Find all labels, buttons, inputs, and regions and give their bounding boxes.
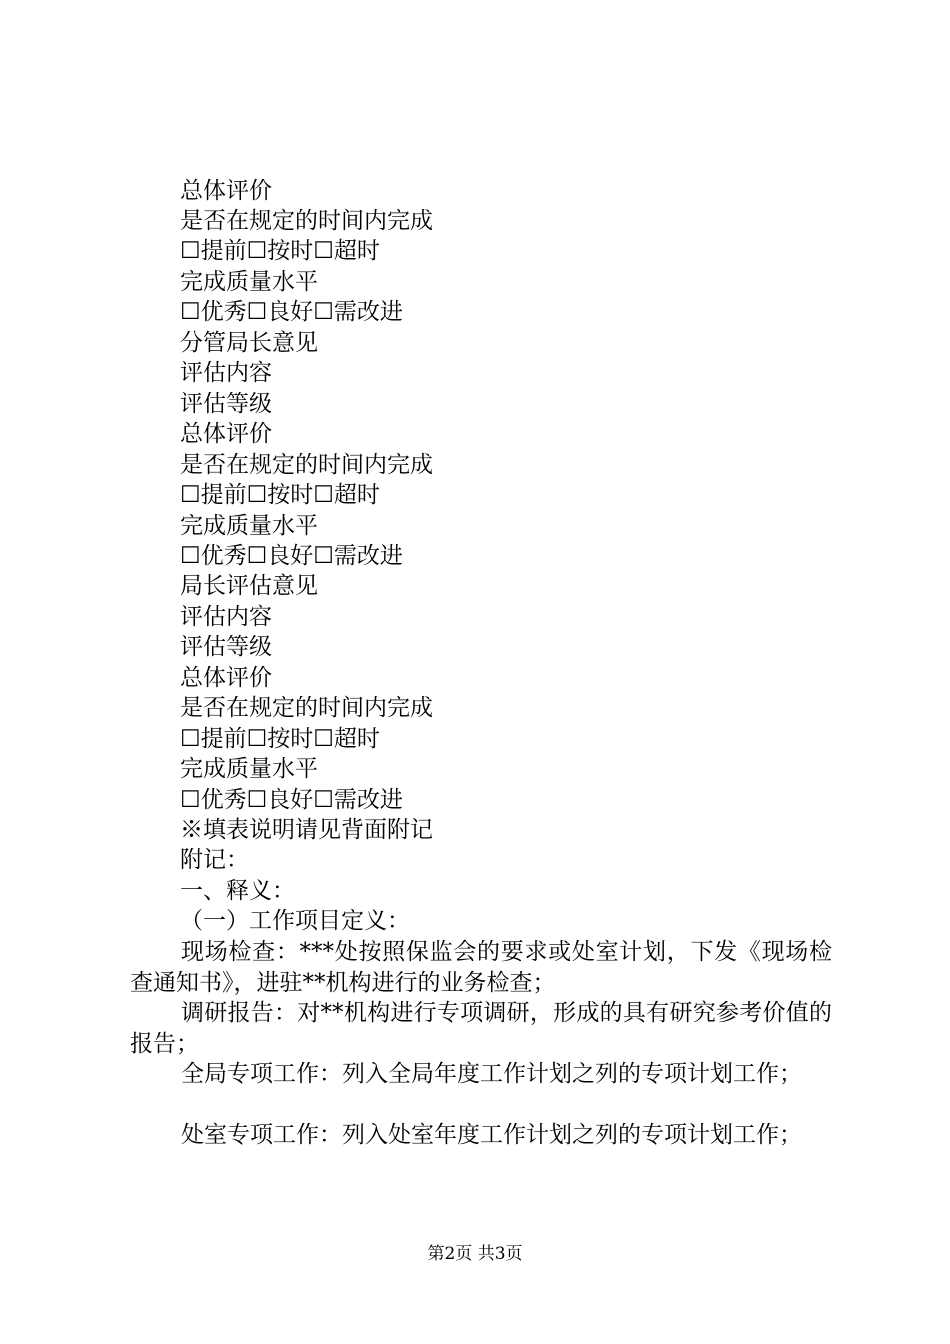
text-line: 总体评价 [180,421,272,447]
text-line: 完成质量水平 [180,269,318,295]
checkbox-line-timeliness: ☐提前☐按时☐超时 [180,482,380,508]
section-heading: 局长评估意见 [180,573,318,599]
text-line: 评估等级 [180,391,272,417]
text-line: 完成质量水平 [180,756,318,782]
definition-paragraph: 处室专项工作：列入处室年度工作计划之列的专项计划工作； [181,1122,802,1148]
section-heading: 一、释义： [180,878,295,904]
definition-paragraph: 现场检查：***处按照保监会的要求或处室计划，下发《现场检查通知书》，进驻**机构进行的业务检查； [130,939,832,996]
subsection-heading: （一）工作项目定义： [180,908,410,934]
section-heading: 分管局长意见 [180,330,318,356]
checkbox-line-quality: ☐优秀☐良好☐需改进 [180,299,403,325]
definition-paragraph: 全局专项工作：列入全局年度工作计划之列的专项计划工作； [181,1061,802,1087]
text-line: 评估内容 [180,360,272,386]
checkbox-line-timeliness: ☐提前☐按时☐超时 [180,726,380,752]
text-line: 总体评价 [180,178,272,204]
note-line: ※填表说明请见背面附记 [180,817,433,843]
text-line: 完成质量水平 [180,513,318,539]
page-footer: 第2页 共3页 [427,1244,523,1264]
checkbox-line-timeliness: ☐提前☐按时☐超时 [180,238,380,264]
text-line: 评估内容 [180,604,272,630]
appendix-heading: 附记： [180,847,249,873]
text-line: 是否在规定的时间内完成 [180,452,433,478]
text-line: 是否在规定的时间内完成 [180,695,433,721]
text-line: 是否在规定的时间内完成 [180,208,433,234]
text-line: 评估等级 [180,634,272,660]
text-line: 总体评价 [180,665,272,691]
checkbox-line-quality: ☐优秀☐良好☐需改进 [180,543,403,569]
definition-paragraph: 调研报告：对**机构进行专项调研，形成的具有研究参考价值的报告； [130,1000,832,1057]
checkbox-line-quality: ☐优秀☐良好☐需改进 [180,787,403,813]
